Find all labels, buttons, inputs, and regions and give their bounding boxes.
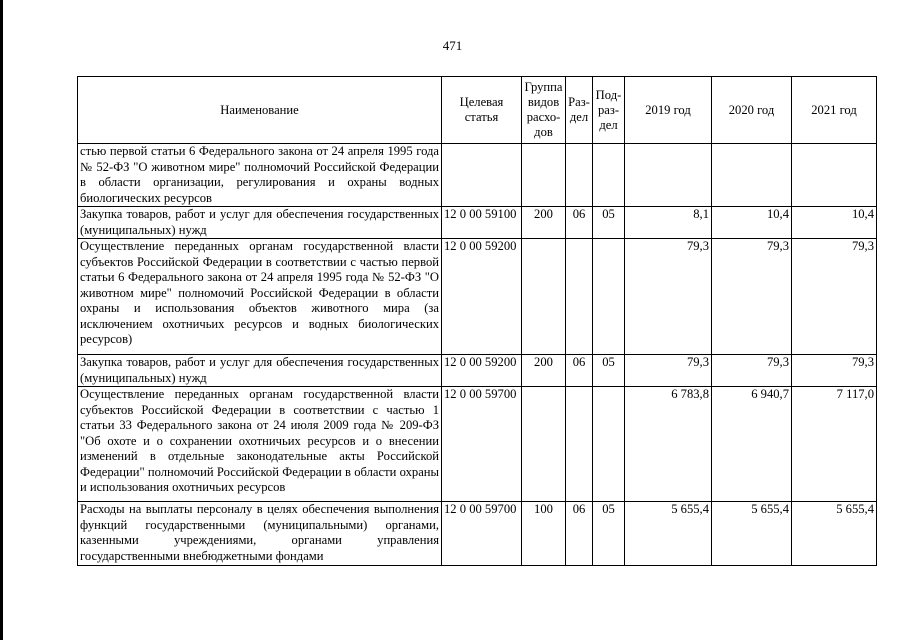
row-section: 06 — [566, 502, 593, 566]
col-header-section: Раз- дел — [566, 77, 593, 144]
page-number: 471 — [442, 38, 463, 53]
row-2019: 79,3 — [625, 355, 712, 387]
row-name: Осуществление переданных органам государственной власти субъектов Российской Федерации в соответствии с частью 1 статьи 33 Федерального закона от 24 июля 2009 года № 209-ФЗ "Об охоте и о сохранении охотничьих ресурсов и о внесении изменений в отдельные законодательные акты Российской Федерации" полномочий Российской Федерации в области охраны и использования охотничьих ресурсов — [78, 387, 442, 502]
row-2021: 7 117,0 — [792, 387, 877, 502]
row-2019: 5 655,4 — [625, 502, 712, 566]
row-section: 06 — [566, 207, 593, 239]
row-2019: 6 783,8 — [625, 387, 712, 502]
row-2020: 5 655,4 — [712, 502, 792, 566]
row-section — [566, 387, 593, 502]
table-header-row — [78, 77, 877, 144]
row-2020: 6 940,7 — [712, 387, 792, 502]
row-target: 12 0 00 59700 — [442, 387, 522, 502]
row-2019 — [625, 144, 712, 207]
row-target: 12 0 00 59700 — [442, 502, 522, 566]
row-subsection — [593, 387, 625, 502]
row-target — [442, 144, 522, 207]
row-subsection — [593, 144, 625, 207]
row-2021: 10,4 — [792, 207, 877, 239]
row-subsection: 05 — [593, 502, 625, 566]
table-row — [78, 144, 877, 207]
row-name: Закупка товаров, работ и услуг для обеспечения государственных (муниципальных) нужд — [78, 207, 442, 239]
table-row — [78, 239, 877, 355]
col-header-2020: 2020 год — [712, 77, 792, 144]
row-group: 200 — [522, 207, 566, 239]
col-header-name: Наименование — [78, 77, 442, 144]
row-subsection: 05 — [593, 355, 625, 387]
col-header-group: Группа видов расхо- дов — [522, 77, 566, 144]
row-section — [566, 144, 593, 207]
row-subsection: 05 — [593, 207, 625, 239]
budget-table — [77, 76, 877, 566]
col-header-subsection: Под- раз- дел — [593, 77, 625, 144]
table-row — [78, 502, 877, 566]
row-section — [566, 239, 593, 355]
row-target: 12 0 00 59200 — [442, 239, 522, 355]
row-target: 12 0 00 59200 — [442, 355, 522, 387]
row-name: Расходы на выплаты персоналу в целях обеспечения выполнения функций государственными (муниципальными) органами, казенными учреждениями, органами управления государственными внебюджетными фондами — [78, 502, 442, 566]
row-target: 12 0 00 59100 — [442, 207, 522, 239]
row-2021: 79,3 — [792, 355, 877, 387]
row-group — [522, 144, 566, 207]
row-subsection — [593, 239, 625, 355]
row-2020: 79,3 — [712, 355, 792, 387]
row-group — [522, 239, 566, 355]
row-group — [522, 387, 566, 502]
row-group: 200 — [522, 355, 566, 387]
row-section: 06 — [566, 355, 593, 387]
row-2021: 79,3 — [792, 239, 877, 355]
row-2019: 8,1 — [625, 207, 712, 239]
row-2019: 79,3 — [625, 239, 712, 355]
col-header-2021: 2021 год — [792, 77, 877, 144]
row-name: Осуществление переданных органам государственной власти субъектов Российской Федерации в соответствии с частью первой статьи 6 Федерального закона от 24 апреля 1995 года № 52-ФЗ "О животном мире" полномочий Российской Федерации в области охраны и использования объектов животного мира (за исключением охотничьих ресурсов и водных биологических ресурсов) — [78, 239, 442, 355]
row-name: Закупка товаров, работ и услуг для обеспечения государственных (муниципальных) нужд — [78, 355, 442, 387]
row-2020: 10,4 — [712, 207, 792, 239]
page-left-edge — [0, 0, 3, 640]
row-2021 — [792, 144, 877, 207]
row-2020 — [712, 144, 792, 207]
row-group: 100 — [522, 502, 566, 566]
col-header-target: Целевая статья — [442, 77, 522, 144]
row-2020: 79,3 — [712, 239, 792, 355]
table-row — [78, 207, 877, 239]
row-2021: 5 655,4 — [792, 502, 877, 566]
row-name: стью первой статьи 6 Федерального закона от 24 апреля 1995 года № 52-ФЗ "О животном мире" полномочий Российской Федерации в области организации, регулирования и охраны водных биологических ресурсов — [78, 144, 442, 207]
table-row — [78, 387, 877, 502]
col-header-2019: 2019 год — [625, 77, 712, 144]
table-row — [78, 355, 877, 387]
